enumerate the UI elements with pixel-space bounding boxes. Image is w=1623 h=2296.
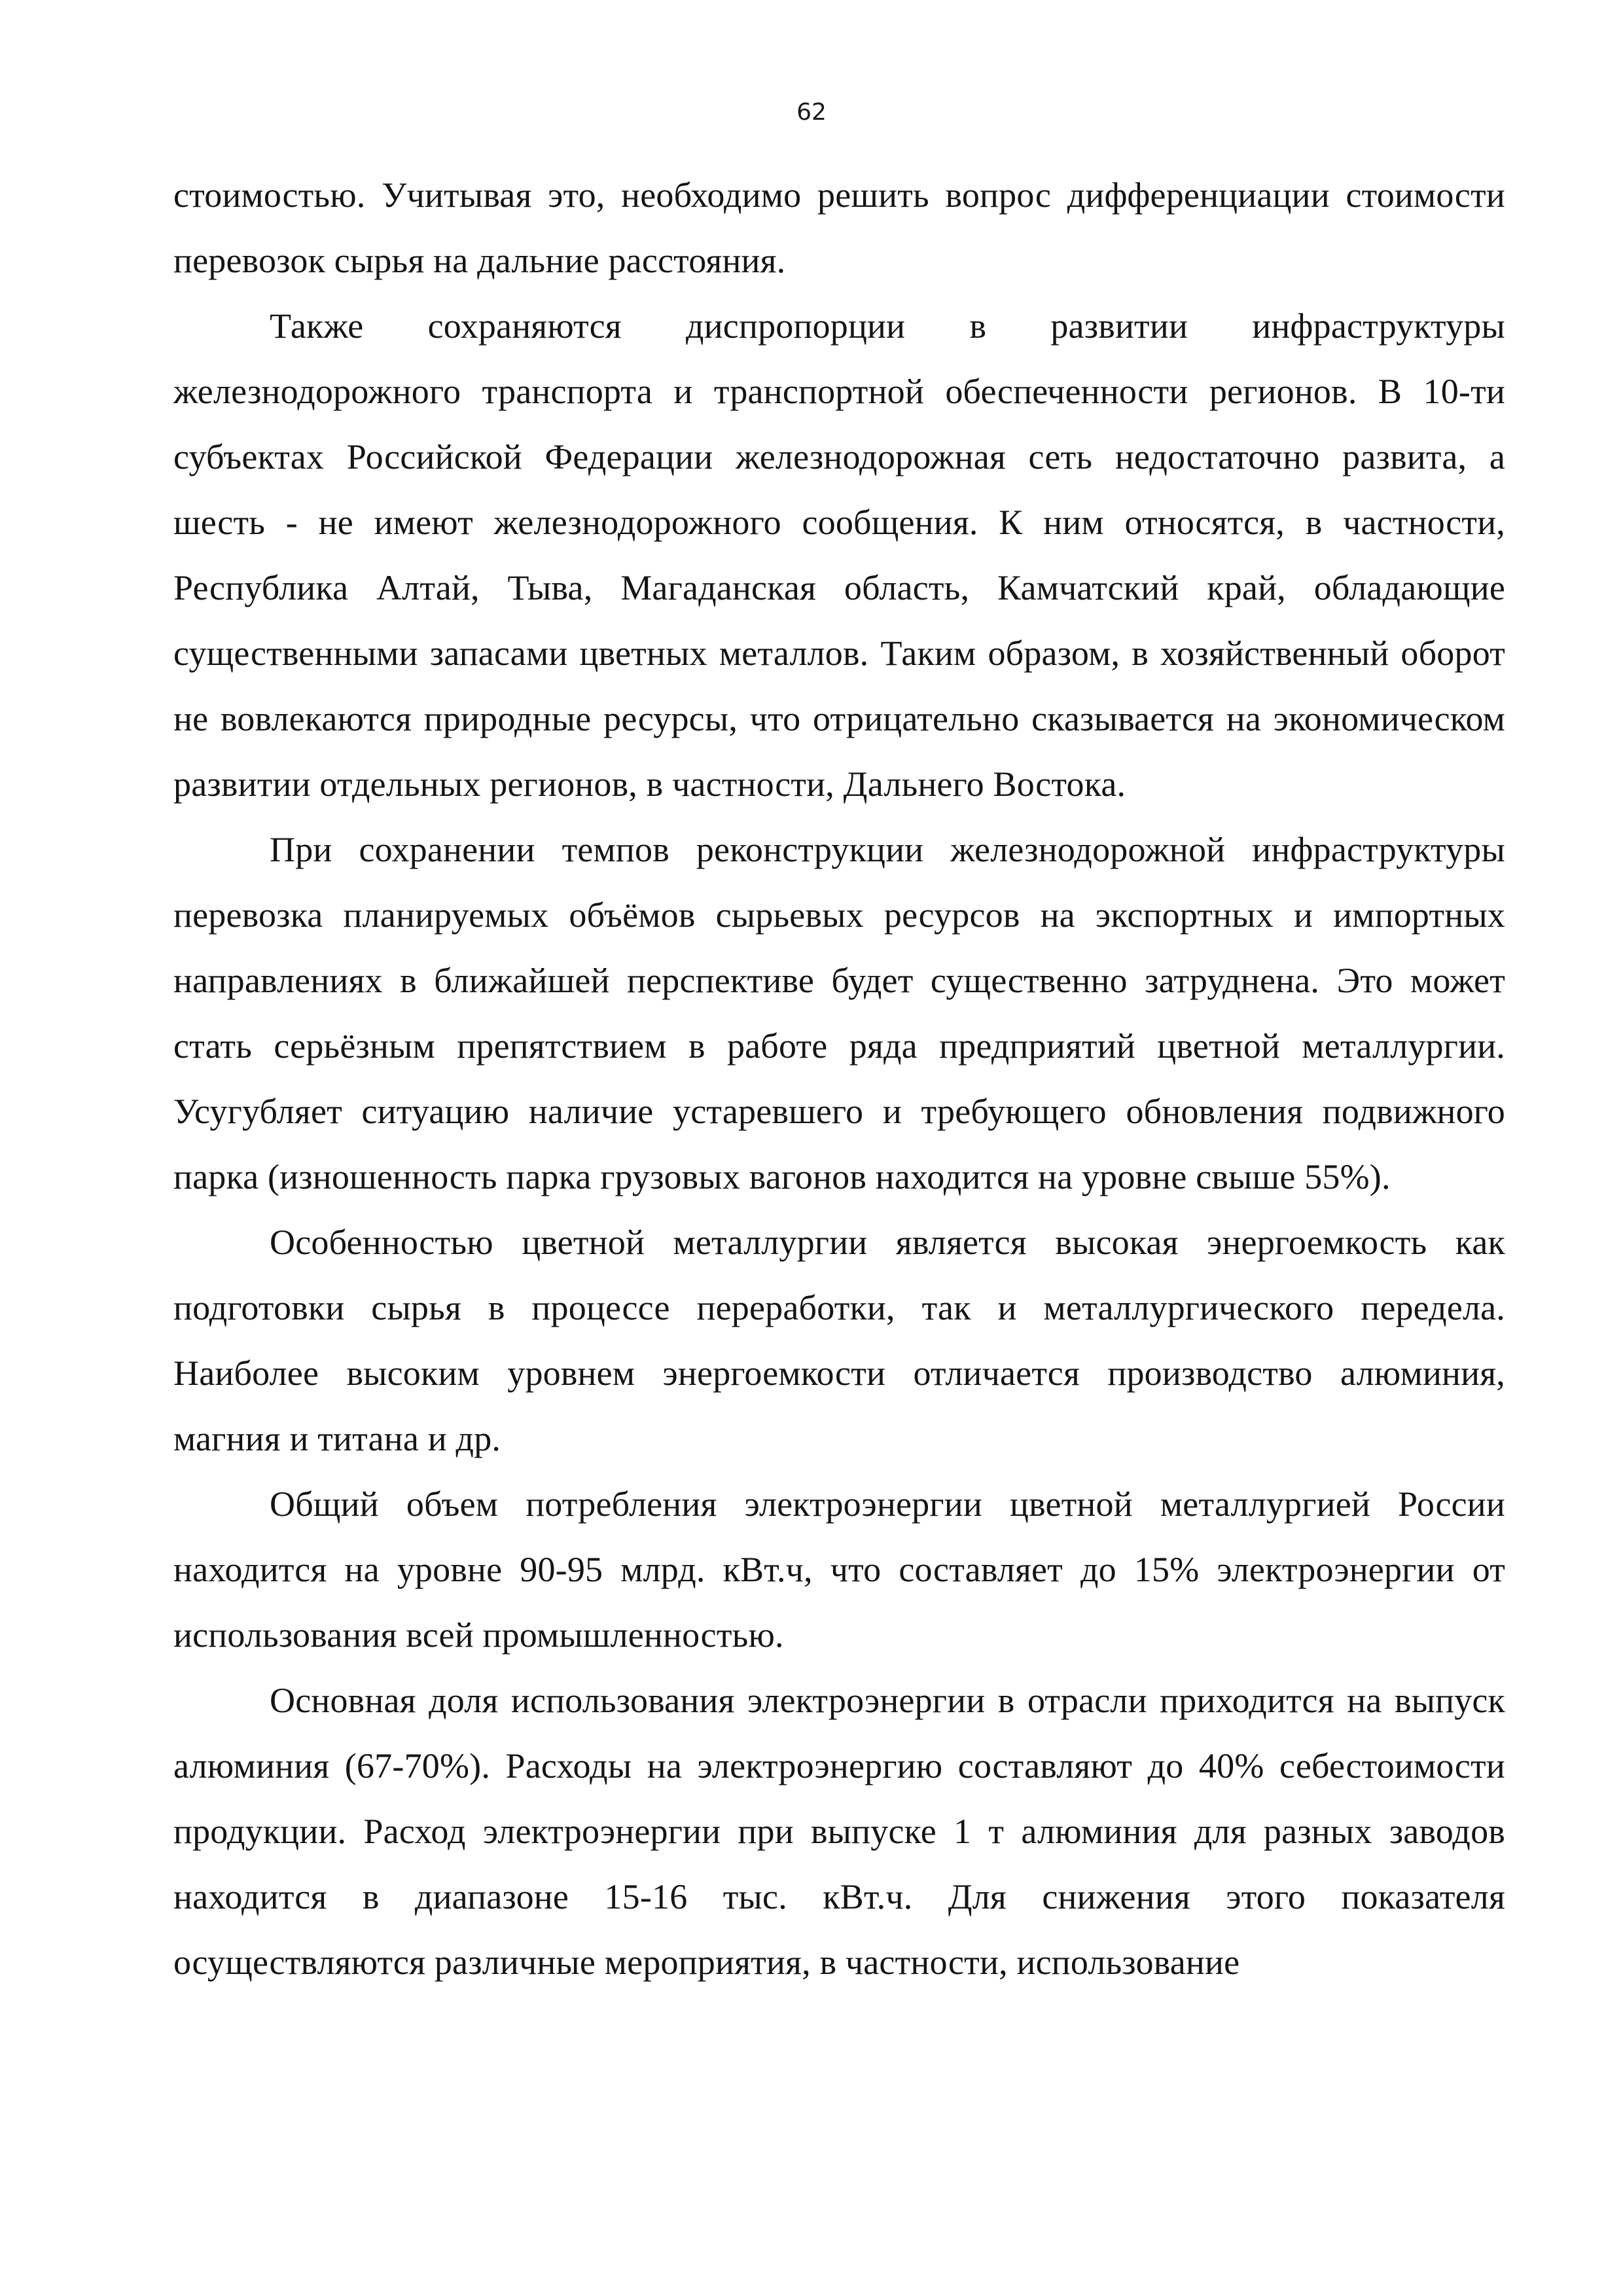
- paragraph-energy-intensity: Особенностью цветной металлургии является высокая энергоемкость как подготовки сырья в процессе переработки, так и металлургического передела. Наиболее высоким уровнем энергоемкости отличается производство алюминия, магния и титана и др.: [173, 1223, 1505, 1458]
- paragraph-railway-reconstruction: При сохранении темпов реконструкции железнодорожной инфраструктуры перевозка планируемых объёмов сырьевых ресурсов на экспортных и импортных направлениях в ближайшей перспективе будет существенно затруднена. Это может стать серьёзным препятствием в работе ряда предприятий цветной металлургии. Усугубляет ситуацию наличие устаревшего и требующего обновления подвижного парка (изношенность парка грузовых вагонов находится на уровне свыше 55%).: [173, 830, 1505, 1196]
- paragraph-electricity-consumption: Общий объем потребления электроэнергии цветной металлургией России находится на уровне 90-95 млрд. кВт.ч, что составляет до 15% электроэнергии от использования всей промышленностью.: [173, 1484, 1505, 1655]
- paragraph-aluminium-production: Основная доля использования электроэнергии в отрасли приходится на выпуск алюминия (67-70%). Расходы на электроэнергию составляют до 40% себестоимости продукции. Расход электроэнергии при выпуске 1 т алюминия для разных заводов находится в диапазоне 15-16 тыс. кВт.ч. Для снижения этого показателя осуществляются различные мероприятия, в частности, использование: [173, 1681, 1505, 1982]
- paragraph-infrastructure-disproportions: Также сохраняются диспропорции в развитии инфраструктуры железнодорожного транспорта и транспортной обеспеченности регионов. В 10-ти субъектах Российской Федерации железнодорожная сеть недостаточно развита, а шесть - не имеют железнодорожного сообщения. К ним относятся, в частности, Республика Алтай, Тыва, Магаданская область, Камчатский край, обладающие существенными запасами цветных металлов. Таким образом, в хозяйственный оборот не вовлекаются природные ресурсы, что отрицательно сказывается на экономическом развитии отдельных регионов, в частности, Дальнего Востока.: [173, 306, 1505, 804]
- body-text: [173, 162, 1505, 1995]
- page-number: 62: [796, 99, 827, 126]
- paragraph-continuation: стоимостью. Учитывая это, необходимо решить вопрос дифференциации стоимости перевозок сырья на дальние расстояния.: [173, 175, 1505, 280]
